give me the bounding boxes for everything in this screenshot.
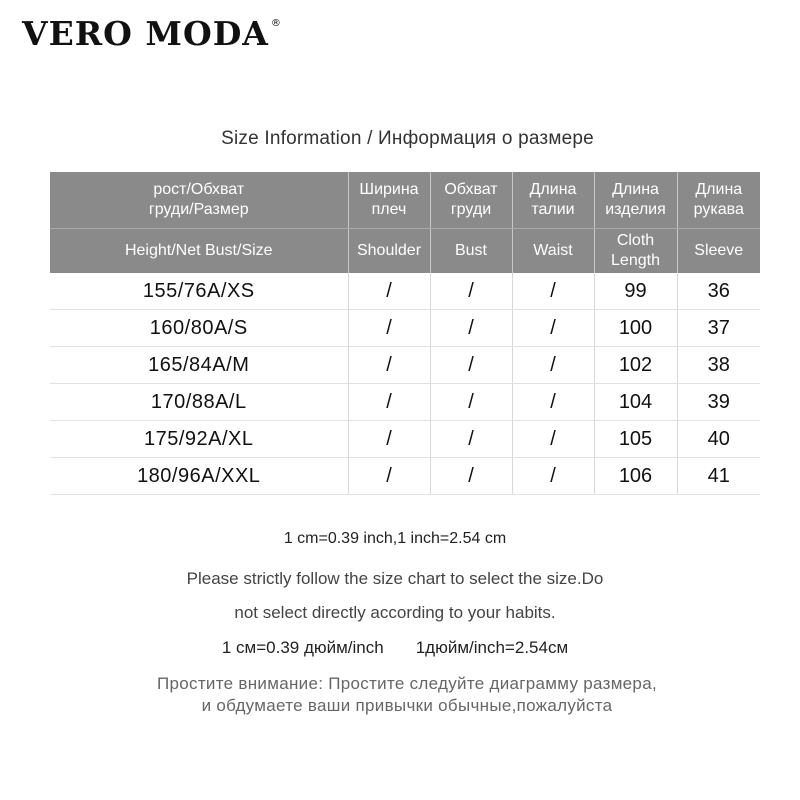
table-row [50,384,760,421]
size-advice-en-line2: not select directly according to your habits. [234,603,556,622]
cell-sleeve: 40 [677,421,760,458]
cell-sleeve: 39 [677,384,760,421]
cell-waist: / [512,384,594,421]
header-row-en [50,229,760,274]
cell-bust: / [430,458,512,495]
unit-conversion-ru [0,638,790,658]
page-title: Size Information / Информация о размере [221,128,594,149]
cell-bust: / [430,310,512,347]
cell-bust: / [430,347,512,384]
registered-mark: ® [270,18,282,29]
cell-waist: / [512,458,594,495]
cell-sleeve: 36 [677,273,760,310]
header-row-ru [50,172,760,229]
header-en-shoulder: Shoulder [348,229,430,274]
cell-bust: / [430,421,512,458]
header-en-sleeve: Sleeve [677,229,760,274]
size-advice-ru-line2: и обдумаете ваши привычки обычные,пожалуйста [201,696,613,715]
cell-waist: / [512,347,594,384]
cell-size: 175/92A/XL [50,421,348,458]
cell-length: 104 [594,384,677,421]
cell-size: 170/88A/L [50,384,348,421]
table-row [50,273,760,310]
table-row [50,458,760,495]
header-ru-sleeve: Длина рукава [677,172,760,229]
cell-length: 99 [594,273,677,310]
table-row [50,347,760,384]
cell-length: 102 [594,347,677,384]
table-row [50,310,760,347]
cell-size: 155/76A/XS [50,273,348,310]
header-en-bust: Bust [430,229,512,274]
header-en-waist: Waist [512,229,594,274]
header-ru-waist: Длина талии [512,172,594,229]
cell-sleeve: 38 [677,347,760,384]
cell-waist: / [512,273,594,310]
size-advice-ru-line1: Простите внимание: Простите следуйте диаграмму размера, [157,674,657,693]
size-table [50,172,760,495]
cell-shoulder: / [348,421,430,458]
cell-shoulder: / [348,310,430,347]
cell-size: 180/96A/XXL [50,458,348,495]
cell-shoulder: / [348,384,430,421]
cell-size: 165/84A/M [50,347,348,384]
cell-sleeve: 37 [677,310,760,347]
header-en-size: Height/Net Bust/Size [50,229,348,274]
cell-length: 105 [594,421,677,458]
header-ru-size: рост/Обхват груди/Размер [50,172,348,229]
cell-size: 160/80A/S [50,310,348,347]
size-advice-en-line1: Please strictly follow the size chart to select the size.Do [186,569,604,588]
header-ru-shoulder: Ширина плеч [348,172,430,229]
unit-conversion-ru-right: 1дюйм/inch=2.54см [415,638,569,657]
brand-logo [22,14,282,53]
cell-waist: / [512,421,594,458]
cell-length: 100 [594,310,677,347]
cell-waist: / [512,310,594,347]
table-row [50,421,760,458]
unit-conversion-note: 1 cm=0.39 inch,1 inch=2.54 cm [283,530,507,547]
cell-bust: / [430,384,512,421]
header-ru-length: Длина изделия [594,172,677,229]
unit-conversion-ru-left: 1 см=0.39 дюйм/inch [221,638,384,657]
cell-shoulder: / [348,458,430,495]
cell-length: 106 [594,458,677,495]
header-en-length: Cloth Length [594,229,677,274]
cell-shoulder: / [348,273,430,310]
header-ru-bust: Обхват груди [430,172,512,229]
cell-sleeve: 41 [677,458,760,495]
cell-bust: / [430,273,512,310]
brand-name: VERO MODA [22,14,269,53]
cell-shoulder: / [348,347,430,384]
